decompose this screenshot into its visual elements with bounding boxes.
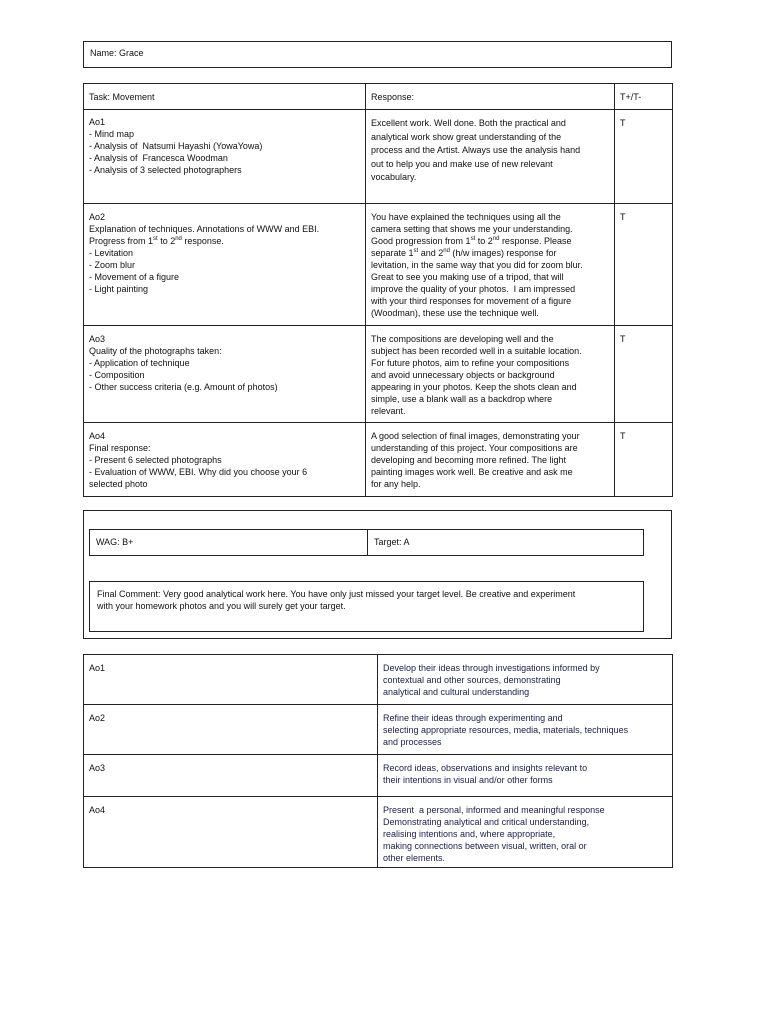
- task-line: - Zoom blur: [89, 260, 136, 270]
- criteria-line: Present a personal, informed and meaningful response: [383, 805, 605, 815]
- summary-box: [83, 510, 672, 639]
- task-line: Explanation of techniques. Annotations of WWW and EBI.: [89, 224, 320, 234]
- criteria-line: Record ideas, observations and insights relevant to: [383, 763, 588, 773]
- response-line: levitation, in the same way that you did for zoom blur.: [371, 260, 583, 270]
- task-cell: [84, 423, 366, 497]
- ao-label: Ao3: [89, 334, 106, 344]
- wag-target-divider: [367, 530, 368, 555]
- response-line: developing and becoming more refined. The light: [371, 455, 566, 465]
- assessment-row-ao1: [84, 110, 673, 204]
- task-line: - Present 6 selected photographs: [89, 455, 222, 465]
- task-line: - Application of technique: [89, 358, 190, 368]
- assessment-header-row: [84, 84, 673, 110]
- response-header: Response:: [366, 84, 615, 110]
- response-line: camera setting that shows me your understanding.: [371, 224, 573, 234]
- task-line: - Other success criteria (e.g. Amount of photos): [89, 382, 278, 392]
- criteria-ao: Ao3: [84, 755, 378, 797]
- name-box: [83, 41, 672, 68]
- assessment-row-ao2: [84, 204, 673, 326]
- wag-grade: WAG: B+: [96, 537, 134, 547]
- criteria-row-ao3: [84, 755, 673, 797]
- response-line: Great to see you making use of a tripod, that will: [371, 272, 564, 282]
- assessment-row-ao3: [84, 326, 673, 423]
- response-line: relevant.: [371, 406, 406, 416]
- criteria-description: [378, 797, 673, 868]
- task-line: - Analysis of Natsumi Hayashi (YowaYowa): [89, 141, 263, 151]
- task-line: Quality of the photographs taken:: [89, 346, 222, 356]
- task-cell: [84, 204, 366, 326]
- response-line: For future photos, aim to refine your compositions: [371, 358, 570, 368]
- response-line: appearing in your photos. Keep the shots clean and: [371, 382, 577, 392]
- grade-header: T+/T-: [615, 84, 673, 110]
- task-header: Task: Movement: [84, 84, 366, 110]
- criteria-line: and processes: [383, 737, 442, 747]
- response-line: process and the Artist. Always use the analysis hand: [371, 145, 581, 156]
- criteria-description: [378, 705, 673, 755]
- grade-cell: T: [615, 326, 673, 423]
- criteria-line: selecting appropriate resources, media, materials, techniques: [383, 725, 629, 735]
- grade-cell: T: [615, 110, 673, 204]
- response-line: You have explained the techniques using all the: [371, 212, 561, 222]
- target-grade: Target: A: [374, 537, 410, 547]
- task-line: - Evaluation of WWW, EBI. Why did you choose your 6: [89, 467, 308, 477]
- criteria-row-ao2: [84, 705, 673, 755]
- response-line: A good selection of final images, demonstrating your: [371, 431, 580, 441]
- task-line: - Composition: [89, 370, 145, 380]
- response-line: vocabulary.: [371, 172, 417, 183]
- criteria-description: [378, 755, 673, 797]
- response-line: for any help.: [371, 479, 421, 489]
- task-line: selected photo: [89, 479, 148, 489]
- task-line: - Levitation: [89, 248, 134, 258]
- task-cell: [84, 326, 366, 423]
- ao-label: Ao1: [89, 117, 106, 127]
- task-line: - Analysis of 3 selected photographers: [89, 165, 242, 175]
- response-line: subject has been recorded well in a suitable location.: [371, 346, 582, 356]
- wag-target-box: [89, 529, 644, 556]
- ao-label: Ao2: [89, 212, 106, 222]
- response-line: out to help you and make use of new relevant: [371, 158, 553, 169]
- grade-cell: T: [615, 423, 673, 497]
- final-comment-line: Final Comment: Very good analytical work here. You have only just missed your target level. Be creative and experiment: [97, 589, 576, 599]
- response-line: with your third responses for movement of a figure: [371, 296, 572, 306]
- response-line: understanding of this project. Your compositions are: [371, 443, 578, 453]
- criteria-row-ao4: [84, 797, 673, 868]
- criteria-row-ao1: [84, 655, 673, 705]
- task-line: - Mind map: [89, 129, 135, 139]
- task-line: - Analysis of Francesca Woodman: [89, 153, 228, 163]
- final-comment-box: [89, 581, 644, 632]
- task-cell: [84, 110, 366, 204]
- criteria-description: [378, 655, 673, 705]
- response-cell: [366, 423, 615, 497]
- response-line: analytical work show great understanding of the: [371, 131, 562, 142]
- response-line: (Woodman), these use the technique well.: [371, 308, 539, 318]
- response-line: separate 1st and 2nd (h/w images) response for: [371, 248, 557, 258]
- response-line: painting images work well. Be creative and ask me: [371, 467, 573, 477]
- criteria-ao: Ao1: [84, 655, 378, 705]
- ao-label: Ao4: [89, 431, 106, 441]
- student-name: Name: Grace: [90, 48, 144, 58]
- criteria-line: realising intentions and, where appropriate,: [383, 829, 556, 839]
- criteria-line: making connections between visual, written, oral or: [383, 841, 587, 851]
- response-line: Good progression from 1st to 2nd response. Please: [371, 236, 572, 246]
- response-cell: [366, 204, 615, 326]
- response-line: Excellent work. Well done. Both the practical and: [371, 118, 566, 128]
- criteria-line: analytical and cultural understanding: [383, 687, 530, 697]
- task-line: - Light painting: [89, 284, 149, 294]
- criteria-ao: Ao4: [84, 797, 378, 868]
- response-line: The compositions are developing well and the: [371, 334, 554, 344]
- final-comment-line: with your homework photos and you will surely get your target.: [97, 601, 346, 611]
- criteria-line: their intentions in visual and/or other forms: [383, 775, 553, 785]
- task-line: Final response:: [89, 443, 151, 453]
- assessment-row-ao4: [84, 423, 673, 497]
- task-line: - Movement of a figure: [89, 272, 180, 282]
- criteria-line: Demonstrating analytical and critical understanding,: [383, 817, 590, 827]
- grade-cell: T: [615, 204, 673, 326]
- response-line: improve the quality of your photos. I am impressed: [371, 284, 576, 294]
- criteria-table: [83, 654, 673, 868]
- response-line: simple, use a blank wall as a backdrop where: [371, 394, 553, 404]
- criteria-ao: Ao2: [84, 705, 378, 755]
- response-cell: [366, 326, 615, 423]
- response-line: and avoid unnecessary objects or background: [371, 370, 555, 380]
- criteria-line: Refine their ideas through experimenting and: [383, 713, 563, 723]
- criteria-line: contextual and other sources, demonstrating: [383, 675, 561, 685]
- criteria-line: other elements.: [383, 853, 446, 863]
- criteria-line: Develop their ideas through investigations informed by: [383, 663, 600, 673]
- response-cell: [366, 110, 615, 204]
- task-line: Progress from 1st to 2nd response.: [89, 236, 224, 246]
- assessment-table: [83, 83, 673, 497]
